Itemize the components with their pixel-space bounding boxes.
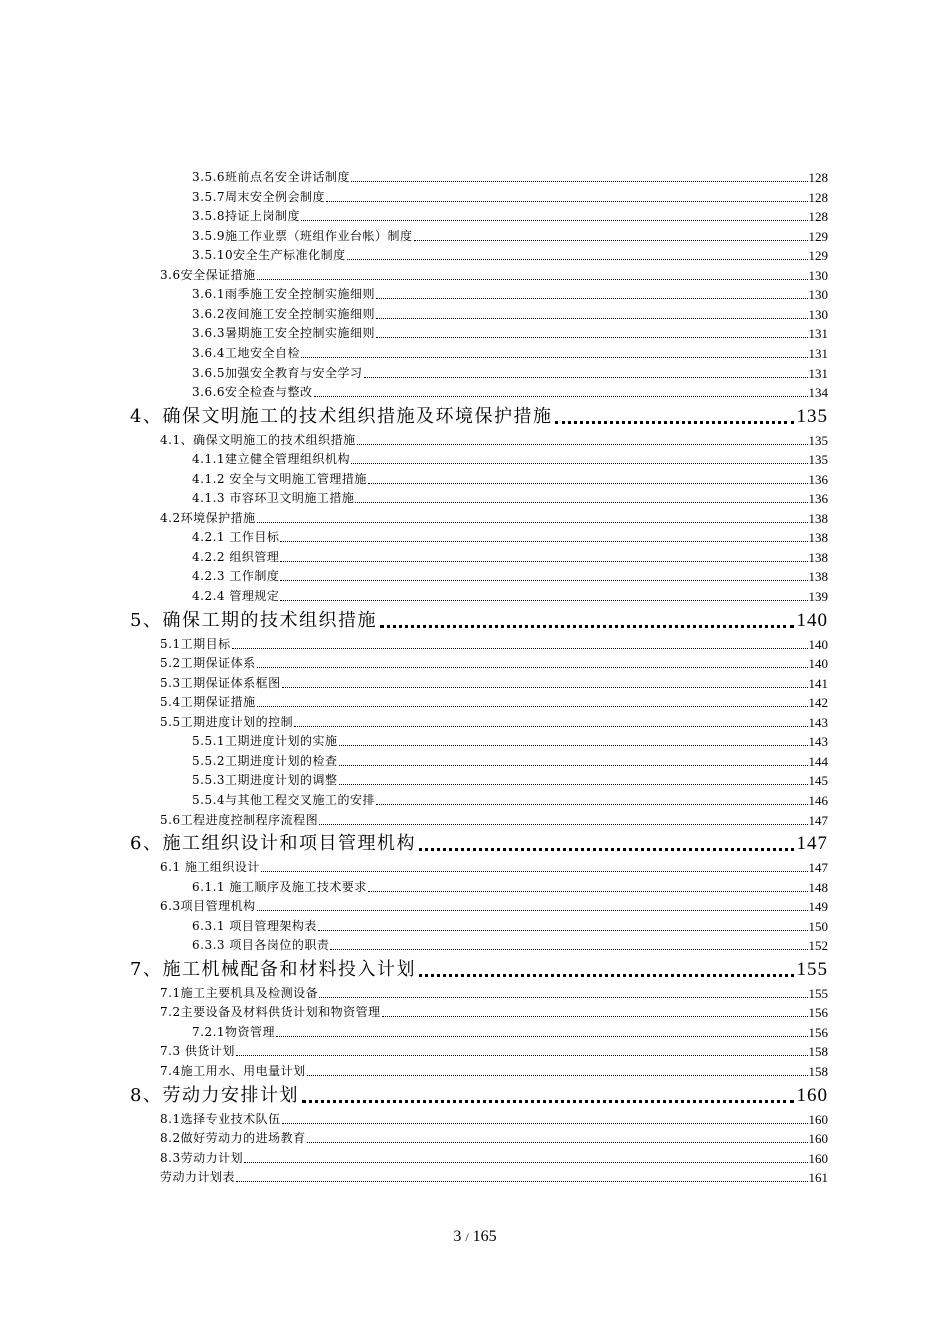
toc-entry[interactable] <box>0 207 828 226</box>
toc-entry[interactable] <box>0 858 828 877</box>
dot-leader <box>301 219 807 221</box>
toc-entry[interactable] <box>0 450 828 469</box>
toc-entry[interactable] <box>0 878 828 897</box>
toc-entry-page-number: 135 <box>796 405 828 427</box>
toc-entry-page-number: 131 <box>808 365 828 381</box>
toc-entry-page-number: 138 <box>808 510 828 526</box>
toc-entry-page-number: 148 <box>808 879 828 895</box>
toc-entry-page-number: 160 <box>808 1131 828 1147</box>
toc-entry-title: 3.6.6安全检查与整改 <box>192 385 313 400</box>
dot-leader <box>236 1180 807 1182</box>
dot-leader <box>314 395 808 397</box>
toc-entry-page-number: 143 <box>808 734 828 750</box>
toc-entry[interactable] <box>0 266 828 285</box>
toc-entry-page-number: 134 <box>808 385 828 401</box>
dot-leader <box>244 1161 807 1163</box>
toc-entry[interactable] <box>0 383 828 402</box>
toc-entry-page-number: 156 <box>808 1024 828 1040</box>
toc-entry-title: 8、劳动力安排计划 <box>130 1084 299 1106</box>
toc-entry-title: 5.5.4与其他工程交叉施工的安排 <box>192 792 376 807</box>
toc-entry-page-number: 149 <box>808 899 828 915</box>
toc-entry-title: 4.1.1建立健全管理组织机构 <box>192 452 351 467</box>
toc-entry[interactable] <box>0 713 828 732</box>
dot-leader <box>330 948 807 950</box>
toc-entry-page-number: 129 <box>808 228 828 244</box>
dot-leader <box>280 599 807 601</box>
toc-entry-page-number: 158 <box>808 1064 828 1079</box>
toc-entry-title: 4.1、确保文明施工的技术组织措施 <box>160 432 356 447</box>
toc-entry[interactable] <box>0 752 828 771</box>
dot-leader <box>319 823 807 825</box>
dot-leader <box>282 686 808 688</box>
toc-entry-title: 6.1.1 施工顺序及施工技术要求 <box>192 879 367 894</box>
toc-entry[interactable] <box>0 897 828 916</box>
toc-entry[interactable] <box>0 509 828 528</box>
dot-leader <box>257 278 808 280</box>
toc-entry-page-number: 139 <box>808 589 828 604</box>
dot-leader <box>319 996 807 998</box>
toc-entry-page-number: 156 <box>808 1005 828 1021</box>
dot-leader <box>376 336 807 338</box>
toc-entry-title: 5.4工期保证措施 <box>160 695 256 710</box>
toc-entry-title: 5.2工期保证体系 <box>160 656 256 671</box>
dot-leader <box>318 929 808 931</box>
toc-entry-page-number: 138 <box>808 530 828 546</box>
toc-entry[interactable] <box>0 188 828 207</box>
dot-leader <box>261 870 808 872</box>
toc-entry-page-number: 160 <box>808 1150 828 1166</box>
dot-leader <box>280 560 807 562</box>
toc-chapter-entry[interactable] <box>0 1083 828 1109</box>
toc-entry-title: 3.5.8持证上岗制度 <box>192 209 301 224</box>
toc-entry-page-number: 150 <box>808 918 828 934</box>
dot-leader <box>419 973 794 977</box>
dot-leader <box>257 521 808 523</box>
toc-entry[interactable] <box>0 168 828 187</box>
toc-entry-page-number: 158 <box>808 1044 828 1060</box>
toc-entry-page-number: 155 <box>796 958 828 980</box>
toc-entry-title: 3.6.5加强安全教育与安全学习 <box>192 365 363 380</box>
toc-entry-title: 4.2.3 工作制度 <box>192 569 280 584</box>
dot-leader <box>232 647 808 649</box>
toc-entry[interactable] <box>0 548 828 567</box>
toc-entry[interactable] <box>0 635 828 654</box>
toc-entry[interactable] <box>0 1149 828 1168</box>
toc-entry[interactable] <box>0 324 828 343</box>
toc-entry-title: 6.3项目管理机构 <box>160 899 256 914</box>
toc-entry[interactable] <box>0 1129 828 1148</box>
toc-entry-title: 5.5.1工期进度计划的实施 <box>192 734 338 749</box>
toc-entry[interactable] <box>0 1042 828 1061</box>
toc-entry-title: 5.1工期目标 <box>160 636 231 651</box>
toc-entry[interactable] <box>0 587 828 606</box>
toc-entry-page-number: 147 <box>808 812 828 828</box>
toc-entry[interactable] <box>0 984 828 1003</box>
toc-entry[interactable] <box>0 246 828 265</box>
toc-entry-title: 3.6安全保证措施 <box>160 267 256 282</box>
toc-entry-title: 7.1施工主要机具及检测设备 <box>160 985 319 1000</box>
toc-entry-page-number: 146 <box>808 792 828 808</box>
toc-entry-page-number: 131 <box>808 345 828 361</box>
toc-entry[interactable] <box>0 674 828 693</box>
toc-entry-title: 6、施工组织设计和项目管理机构 <box>130 833 416 855</box>
toc-entry-title: 7.2.1物资管理 <box>192 1024 276 1039</box>
toc-entry[interactable] <box>0 732 828 751</box>
toc-entry-title: 4.2.1 工作目标 <box>192 530 280 545</box>
dot-leader <box>282 1122 808 1124</box>
toc-entry[interactable] <box>0 917 828 936</box>
toc-entry-title: 5.5工期进度计划的控制 <box>160 714 294 729</box>
toc-entry-title: 4.2环境保护措施 <box>160 510 256 525</box>
toc-entry-title: 3.5.9施工作业票（班组作业台帐）制度 <box>192 228 413 243</box>
toc-entry-page-number: 147 <box>808 860 828 876</box>
dot-leader <box>368 890 808 892</box>
dot-leader <box>339 783 808 785</box>
toc-entry[interactable] <box>0 1168 828 1187</box>
toc-entry[interactable] <box>0 693 828 712</box>
dot-leader <box>257 666 808 668</box>
dot-leader <box>301 356 807 358</box>
toc-entry-page-number: 140 <box>808 636 828 652</box>
toc-entry-page-number: 142 <box>808 695 828 711</box>
toc-entry-title: 7.2主要设备及材料供货计划和物资管理 <box>160 1005 381 1020</box>
toc-entry-title: 6.1 施工组织设计 <box>160 860 260 875</box>
dot-leader <box>351 180 807 182</box>
dot-leader <box>307 1074 808 1076</box>
toc-entry-page-number: 136 <box>808 491 828 507</box>
toc-entry-page-number: 135 <box>808 452 828 468</box>
dot-leader <box>368 482 808 484</box>
toc-entry-page-number: 141 <box>808 675 828 691</box>
toc-entry[interactable] <box>0 528 828 547</box>
toc-entry-page-number: 128 <box>808 209 828 225</box>
toc-entry-page-number: 140 <box>808 656 828 672</box>
toc-entry-page-number: 138 <box>808 549 828 565</box>
dot-leader <box>351 462 807 464</box>
toc-entry[interactable] <box>0 227 828 246</box>
toc-chapter-entry[interactable] <box>0 957 828 983</box>
dot-leader <box>302 1099 794 1103</box>
dot-leader <box>257 909 808 911</box>
toc-entry[interactable] <box>0 1023 828 1042</box>
toc-entry[interactable] <box>0 811 828 830</box>
toc-entry-title: 3.5.10安全生产标准化制度 <box>192 248 346 263</box>
toc-entry[interactable] <box>0 285 828 304</box>
dot-leader <box>307 1141 808 1143</box>
toc-entry-page-number: 135 <box>808 432 828 448</box>
toc-chapter-entry[interactable] <box>0 608 828 634</box>
dot-leader <box>280 540 807 542</box>
toc-entry[interactable] <box>0 470 828 489</box>
toc-chapter-entry[interactable] <box>0 404 828 430</box>
toc-entry[interactable] <box>0 364 828 383</box>
toc-entry-title: 4.1.2 安全与文明施工管理措施 <box>192 471 367 486</box>
dot-leader <box>347 258 808 260</box>
toc-entry-title: 4.2.4 管理规定 <box>192 589 280 603</box>
toc-entry-title: 7、施工机械配备和材料投入计划 <box>130 958 416 980</box>
toc-entry-page-number: 131 <box>808 326 828 342</box>
toc-entry-title: 4.1.3 市容环卫文明施工措施 <box>192 491 355 506</box>
toc-entry-page-number: 136 <box>808 471 828 487</box>
dot-leader <box>276 1035 807 1037</box>
dot-leader <box>326 200 807 202</box>
dot-leader <box>339 764 808 766</box>
toc-entry-title: 5、确保工期的技术组织措施 <box>130 609 377 631</box>
toc-entry-title: 4.2.2 组织管理 <box>192 549 280 564</box>
toc-entry[interactable] <box>0 771 828 790</box>
toc-entry-page-number: 130 <box>808 287 828 303</box>
toc-entry[interactable] <box>0 1062 828 1081</box>
dot-leader <box>376 297 807 299</box>
dot-leader <box>357 443 808 445</box>
toc-entry-page-number: 140 <box>796 609 828 631</box>
toc-entry-page-number: 129 <box>808 248 828 264</box>
toc-entry-page-number: 145 <box>808 773 828 789</box>
toc-entry-page-number: 144 <box>808 753 828 769</box>
toc-entry-page-number: 143 <box>808 714 828 730</box>
toc-entry-page-number: 160 <box>796 1084 828 1106</box>
toc-entry-title: 6.3.1 项目管理架构表 <box>192 918 317 933</box>
toc-entry[interactable] <box>0 936 828 955</box>
toc-entry-title: 3.6.1雨季施工安全控制实施细则 <box>192 287 376 302</box>
dot-leader <box>376 317 807 319</box>
toc-entry[interactable] <box>0 1003 828 1022</box>
dot-leader <box>419 847 794 851</box>
dot-leader <box>414 239 808 241</box>
toc-entry[interactable] <box>0 791 828 810</box>
toc-entry-title: 3.5.6班前点名安全讲话制度 <box>192 170 351 184</box>
dot-leader <box>382 1015 808 1017</box>
toc-entry-page-number: 130 <box>808 267 828 283</box>
dot-leader <box>364 376 808 378</box>
dot-leader <box>555 420 793 424</box>
dot-leader <box>380 624 794 628</box>
page-separator: / <box>465 1230 469 1244</box>
toc-entry-title: 5.5.2工期进度计划的检查 <box>192 753 338 768</box>
toc-entry-title: 7.3 供货计划 <box>160 1044 235 1059</box>
toc-entry[interactable] <box>0 305 828 324</box>
toc-entry-page-number: 138 <box>808 569 828 585</box>
toc-entry-title: 劳动力计划表 <box>160 1170 236 1185</box>
dot-leader <box>294 725 807 727</box>
toc-entry[interactable] <box>0 654 828 673</box>
toc-entry-title: 8.1选择专业技术队伍 <box>160 1111 281 1126</box>
toc-entry-title: 5.3工期保证体系框图 <box>160 675 281 690</box>
toc-entry-page-number: 147 <box>796 833 828 855</box>
toc-entry[interactable] <box>0 431 828 450</box>
toc-entry-title: 8.3劳动力计划 <box>160 1150 244 1165</box>
toc-entry-page-number: 155 <box>808 985 828 1001</box>
dot-leader <box>339 744 808 746</box>
dot-leader <box>236 1054 808 1056</box>
dot-leader <box>355 501 807 503</box>
toc-entry[interactable] <box>0 344 828 363</box>
toc-entry-title: 5.6工程进度控制程序流程图 <box>160 812 319 827</box>
toc-entry[interactable] <box>0 1110 828 1129</box>
current-page-number: 3 <box>453 1228 462 1245</box>
dot-leader <box>257 705 808 707</box>
toc-entry[interactable] <box>0 567 828 586</box>
toc-entry-page-number: 160 <box>808 1111 828 1127</box>
toc-entry[interactable] <box>0 489 828 508</box>
toc-entry-title: 3.6.2夜间施工安全控制实施细则 <box>192 306 376 321</box>
toc-entry-title: 7.4施工用水、用电量计划 <box>160 1064 306 1078</box>
page-footer <box>0 1228 950 1246</box>
toc-chapter-entry[interactable] <box>0 831 828 857</box>
toc-entry-page-number: 161 <box>808 1170 828 1186</box>
toc-entry-title: 3.6.3暑期施工安全控制实施细则 <box>192 326 376 341</box>
toc-entry-page-number: 130 <box>808 306 828 322</box>
toc-entry-title: 8.2做好劳动力的进场教育 <box>160 1131 306 1146</box>
toc-entry-title: 3.5.7周末安全例会制度 <box>192 189 326 204</box>
dot-leader <box>376 803 807 805</box>
toc-entry-title: 5.5.3工期进度计划的调整 <box>192 773 338 788</box>
toc-entry-page-number: 128 <box>808 189 828 205</box>
toc-entry-page-number: 152 <box>808 938 828 954</box>
toc-entry-title: 6.3.3 项目各岗位的职责 <box>192 938 330 953</box>
toc-entry-title: 3.6.4工地安全自检 <box>192 345 301 360</box>
total-page-count: 165 <box>472 1228 497 1245</box>
toc-entry-title: 4、确保文明施工的技术组织措施及环境保护措施 <box>130 405 553 427</box>
dot-leader <box>280 579 807 581</box>
toc-entry-page-number: 128 <box>808 170 828 185</box>
